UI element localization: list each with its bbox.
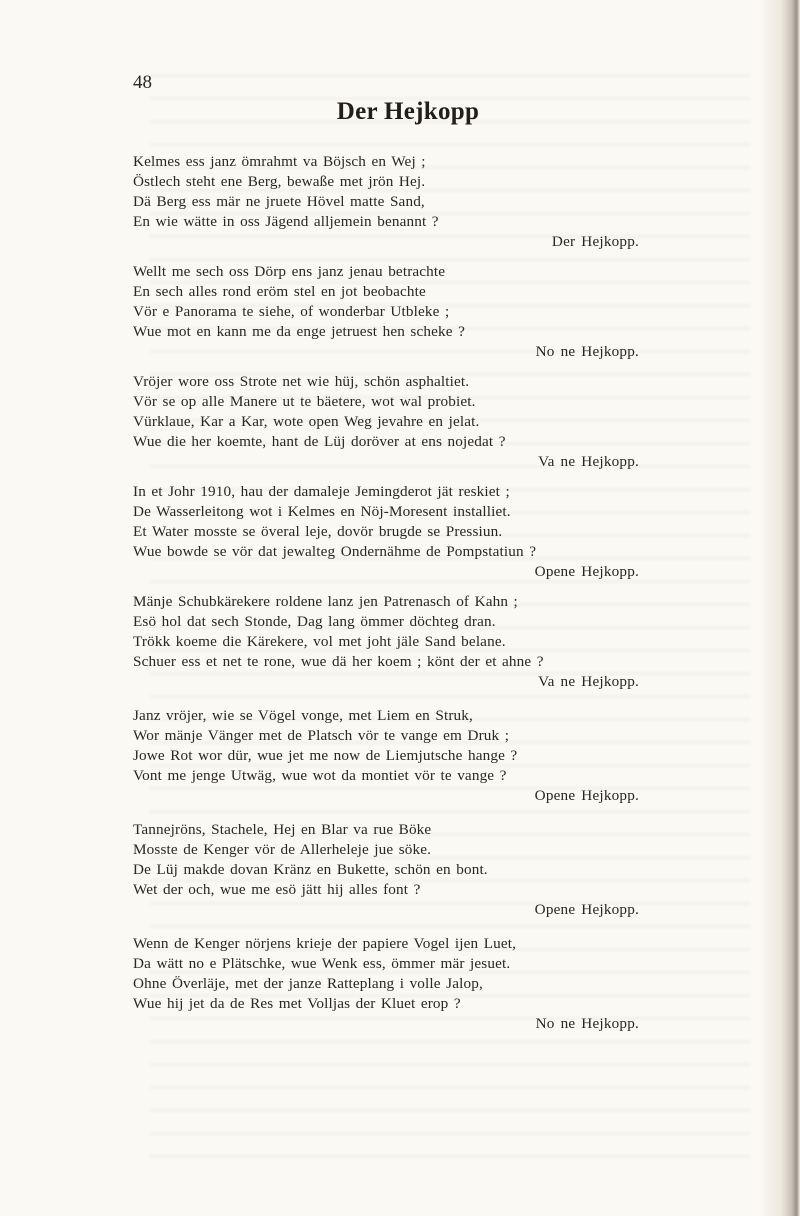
stanza-refrain: No ne Hejkopp. xyxy=(535,343,639,360)
poem-line: De Lüj makde dovan Kränz en Bukette, schön en bont. xyxy=(133,861,488,878)
poem-line: Janz vröjer, wie se Vögel vonge, met Liem en Struk, xyxy=(133,707,473,724)
stanza-refrain: Der Hejkopp. xyxy=(551,233,639,250)
poem-line: Wet der och, wue me esö jätt hij alles font ? xyxy=(133,881,421,898)
poem-line: Ohne Överläje, met der janze Ratteplang i volle Jalop, xyxy=(133,975,483,992)
poem-line: En sech alles rond eröm stel en jot beobachte xyxy=(133,283,426,300)
page-number: 48 xyxy=(133,72,152,93)
page-edge-shadow xyxy=(758,0,800,1216)
stanza-refrain: Opene Hejkopp. xyxy=(534,787,639,804)
stanza xyxy=(133,934,639,1034)
poem-line: Wue die her koemte, hant de Lüj doröver at ens nojedat ? xyxy=(133,433,506,450)
poem-line: Vör e Panorama te siehe, of wonderbar Utbleke ; xyxy=(133,303,450,320)
poem-line: Kelmes ess janz ömrahmt va Böjsch en Wej ; xyxy=(133,153,426,170)
poem-body xyxy=(133,152,639,1044)
poem-line: Mosste de Kenger vör de Allerheleje jue söke. xyxy=(133,841,432,858)
poem-line: Jowe Rot wor dür, wue jet me now de Liemjutsche hange ? xyxy=(133,747,518,764)
poem-line: Wue mot en kann me da enge jetruest hen scheke ? xyxy=(133,323,465,340)
stanza xyxy=(133,820,639,920)
poem-line: Da wätt no e Plätschke, wue Wenk ess, ömmer mär jesuet. xyxy=(133,955,511,972)
stanza-refrain: Va ne Hejkopp. xyxy=(538,453,639,470)
poem-line: Wue hij jet da de Res met Volljas der Kluet erop ? xyxy=(133,995,461,1012)
stanza xyxy=(133,152,639,252)
poem-line: Mänje Schubkärekere roldene lanz jen Patrenasch of Kahn ; xyxy=(133,593,518,610)
poem-line: Wellt me sech oss Dörp ens janz jenau betrachte xyxy=(133,263,446,280)
stanza xyxy=(133,372,639,472)
poem-line: Tannejröns, Stachele, Hej en Blar va rue Böke xyxy=(133,821,432,838)
poem-line: Vürklaue, Kar a Kar, wote open Weg jevahre en jelat. xyxy=(133,413,480,430)
poem-title: Der Hejkopp xyxy=(336,98,480,125)
poem-line: Et Water mosste se överal leje, dovör brugde se Pressiun. xyxy=(133,523,503,540)
poem-line: De Wasserleitong wot i Kelmes en Nöj-Moresent installiet. xyxy=(133,503,511,520)
stanza xyxy=(133,592,639,692)
poem-line: En wie wätte in oss Jägend alljemein benannt ? xyxy=(133,213,439,230)
poem-line: Wue bowde se vör dat jewalteg Ondernähme de Pompstatiun ? xyxy=(133,543,537,560)
poem-line: Esö hol dat sech Stonde, Dag lang ömmer döchteg dran. xyxy=(133,613,496,630)
stanza xyxy=(133,706,639,806)
stanza xyxy=(133,482,639,582)
poem-line: In et Johr 1910, hau der damaleje Jemingderot jät reskiet ; xyxy=(133,483,510,500)
stanza-refrain: No ne Hejkopp. xyxy=(535,1015,639,1032)
poem-line: Vör se op alle Manere ut te bäetere, wot wal probiet. xyxy=(133,393,476,410)
poem-line: Wor mänje Vänger met de Platsch vör te vange em Druk ; xyxy=(133,727,510,744)
poem-line: Trökk koeme die Kärekere, vol met joht jäle Sand belane. xyxy=(133,633,506,650)
stanza xyxy=(133,262,639,362)
stanza-refrain: Opene Hejkopp. xyxy=(534,901,639,918)
poem-line: Schuer ess et net te rone, wue dä her koem ; könt der et ahne ? xyxy=(133,653,544,670)
stanza-refrain: Opene Hejkopp. xyxy=(534,563,639,580)
poem-line: Dä Berg ess mär ne jruete Hövel matte Sand, xyxy=(133,193,425,210)
stanza-refrain: Va ne Hejkopp. xyxy=(538,673,639,690)
poem-line: Wenn de Kenger nörjens krieje der papiere Vogel ijen Luet, xyxy=(133,935,517,952)
poem-line: Östlech steht ene Berg, bewaße met jrön Hej. xyxy=(133,173,426,190)
poem-line: Vont me jenge Utwäg, wue wot da montiet vör te vange ? xyxy=(133,767,507,784)
poem-line: Vröjer wore oss Strote net wie hüj, schön asphaltiet. xyxy=(133,373,470,390)
